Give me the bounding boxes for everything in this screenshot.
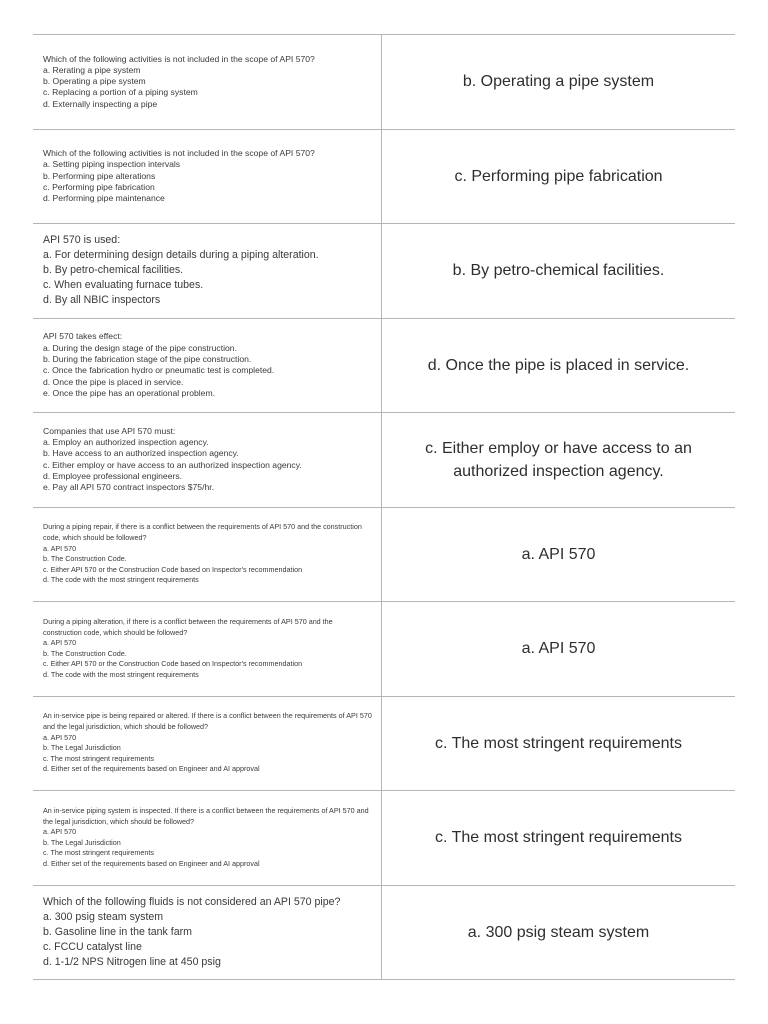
question-panel	[33, 224, 382, 318]
question-text: Which of the following activities is not included in the scope of API 570?	[43, 53, 315, 64]
option-d: d. Externally inspecting a pipe	[43, 98, 158, 109]
option-e: e. Pay all API 570 contract inspectors $75/hr.	[43, 482, 215, 493]
answer-text: a. 300 psig steam system	[467, 923, 650, 941]
option-a: a. Employ an authorized inspection agency.	[43, 437, 209, 448]
option-d: d. The code with the most stringent requirements	[43, 575, 199, 585]
option-d: d. Employee professional engineers.	[43, 471, 183, 482]
question-text: An in-service piping system is inspected. If there is a conflict between the requirements of API 570 and the legal jurisdiction, which should be followed?	[43, 805, 369, 826]
option-c: c. Either API 570 or the Construction Code based on Inspector's recommendation	[43, 564, 303, 574]
option-a: a. During the design stage of the pipe construction.	[43, 342, 237, 353]
option-d: d. By all NBIC inspectors	[43, 294, 161, 307]
question-text: During a piping repair, if there is a conflict between the requirements of API 570 and the construction code, which should be followed?	[43, 522, 362, 543]
option-b: b. During the fabrication stage of the pipe construction.	[43, 353, 252, 364]
question-panel	[33, 508, 382, 602]
flashcard-7	[33, 602, 735, 697]
question-panel	[33, 413, 382, 507]
question-panel	[33, 886, 382, 980]
option-a: a. API 570	[43, 543, 77, 553]
option-c: c. When evaluating furnace tubes.	[43, 279, 204, 292]
flashcard-sheet	[33, 34, 735, 980]
option-a: a. For determining design details during a piping alteration.	[43, 249, 319, 262]
question-text: Companies that use API 570 must:	[43, 425, 176, 436]
answer-text: b. By petro-chemical facilities.	[452, 262, 665, 280]
option-d: d. Performing pipe maintenance	[43, 193, 165, 204]
option-b: b. The Construction Code.	[43, 554, 127, 564]
flashcard-5	[33, 413, 735, 508]
answer-text: a. API 570	[521, 545, 596, 563]
flashcard-6	[33, 508, 735, 603]
option-a: a. API 570	[43, 638, 77, 648]
flashcard-9	[33, 791, 735, 886]
option-a: a. API 570	[43, 732, 77, 742]
question-text: An in-service pipe is being repaired or altered. If there is a conflict between the requirements of API 570 and the legal jurisdiction, which should be followed?	[43, 711, 372, 732]
question-text: Which of the following fluids is not considered an API 570 pipe?	[43, 895, 341, 908]
flashcard-10	[33, 886, 735, 981]
answer-text: b. Operating a pipe system	[462, 73, 655, 91]
option-c: c. Either employ or have access to an authorized inspection agency.	[43, 459, 302, 470]
flashcard-3	[33, 224, 735, 319]
option-d: d. Either set of the requirements based on Engineer and AI approval	[43, 764, 260, 774]
option-a: a. 300 psig steam system	[43, 910, 164, 923]
option-a: a. Setting piping inspection intervals	[43, 159, 181, 170]
option-d: d. 1-1/2 NPS Nitrogen line at 450 psig	[43, 955, 221, 968]
option-c: c. Performing pipe fabrication	[43, 181, 155, 192]
flashcard-8	[33, 697, 735, 792]
option-c: c. FCCU catalyst line	[43, 940, 142, 953]
option-b: b. By petro-chemical facilities.	[43, 264, 184, 277]
option-c: c. Once the fabrication hydro or pneumatic test is completed.	[43, 365, 275, 376]
question-panel	[33, 319, 382, 413]
option-b: b. Performing pipe alterations	[43, 170, 156, 181]
option-b: b. The Construction Code.	[43, 648, 127, 658]
option-d: d. Either set of the requirements based on Engineer and AI approval	[43, 858, 260, 868]
option-b: b. The Legal Jurisdiction	[43, 743, 121, 753]
option-b: b. Gasoline line in the tank farm	[43, 925, 192, 938]
option-b: b. Have access to an authorized inspection agency.	[43, 448, 239, 459]
flashcard-2	[33, 130, 735, 225]
answer-text: c. Performing pipe fabrication	[454, 167, 663, 185]
answer-text: d. Once the pipe is placed in service.	[427, 356, 690, 374]
question-text: During a piping alteration, if there is a conflict between the requirements of API 570 and the construction code, which should be followed?	[43, 616, 333, 637]
question-text: API 570 is used:	[43, 234, 121, 247]
option-c: c. Replacing a portion of a piping system	[43, 87, 198, 98]
answer-text: c. Either employ or have access to an authorized inspection agency.	[425, 439, 692, 480]
option-a: a. Rerating a pipe system	[43, 64, 141, 75]
answer-text: a. API 570	[521, 640, 596, 658]
flashcard-4	[33, 319, 735, 414]
question-panel	[33, 697, 382, 791]
option-e: e. Once the pipe has an operational problem.	[43, 387, 215, 398]
option-b: b. Operating a pipe system	[43, 76, 146, 87]
question-panel	[33, 791, 382, 885]
question-panel	[33, 130, 382, 224]
option-c: c. The most stringent requirements	[43, 848, 154, 858]
question-panel	[33, 602, 382, 696]
option-b: b. The Legal Jurisdiction	[43, 837, 121, 847]
option-d: d. The code with the most stringent requirements	[43, 669, 199, 679]
answer-text: c. The most stringent requirements	[435, 734, 682, 752]
flashcard-1	[33, 35, 735, 130]
option-c: c. Either API 570 or the Construction Code based on Inspector's recommendation	[43, 659, 303, 669]
question-text: API 570 takes effect:	[43, 331, 123, 342]
option-a: a. API 570	[43, 827, 77, 837]
question-panel	[33, 35, 382, 129]
answer-text: c. The most stringent requirements	[435, 829, 682, 847]
option-c: c. The most stringent requirements	[43, 753, 154, 763]
option-d: d. Once the pipe is placed in service.	[43, 376, 184, 387]
question-text: Which of the following activities is not included in the scope of API 570?	[43, 148, 315, 158]
